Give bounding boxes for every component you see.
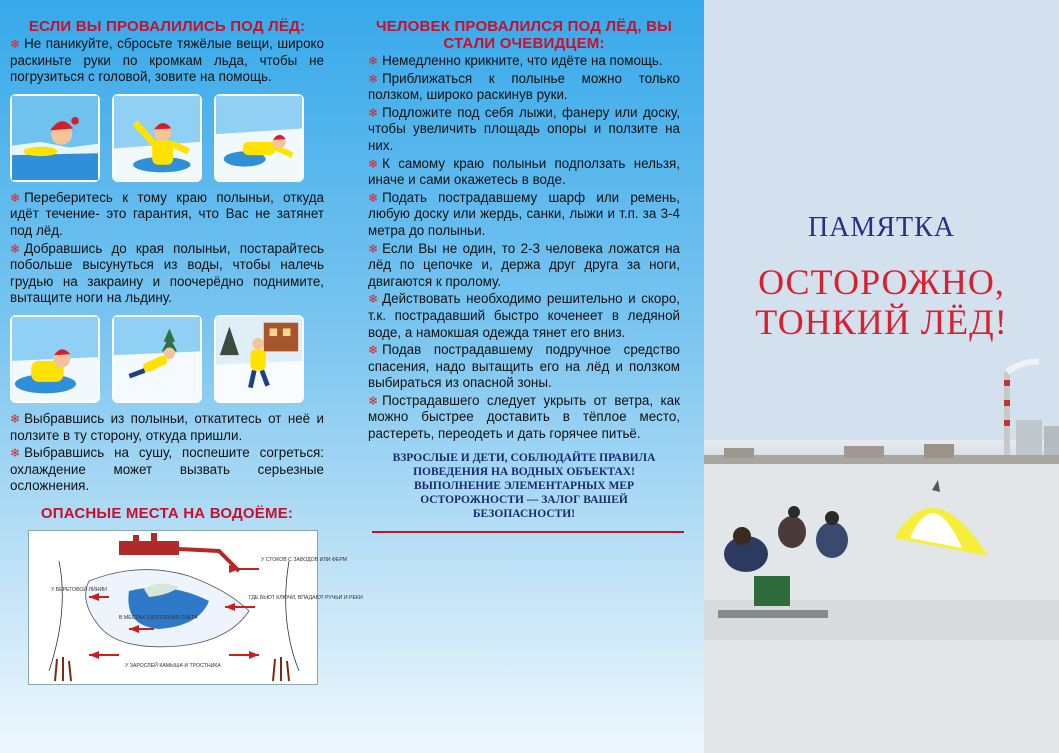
heading-danger-places: ОПАСНЫЕ МЕСТА НА ВОДОЁМЕ: xyxy=(40,504,294,522)
illustration-arms-on-ice xyxy=(112,94,202,182)
paragraph: ❄ Подать пострадавшему шарф или ремень, любую доску или жердь, санки, лыжи и т.п. за 3-4 метра до полыньи. xyxy=(368,189,680,238)
paragraph: ❄ Добравшись до края полыньи, постарайтесь побольше высунуться из воды, чтобы налечь грудью на закраину и поочерёдно поднимите, вытащите ноги на льдину. xyxy=(10,240,324,306)
snowflake-icon: ❄ xyxy=(368,105,379,120)
main-title-line-2: ТОНКИЙ ЛЁД! xyxy=(755,302,1008,342)
illustration-rolling-away xyxy=(112,315,202,403)
illustration-row-1 xyxy=(10,94,324,182)
snowflake-icon: ❄ xyxy=(10,37,21,51)
map-label-sneg: В МЕСТАХ СКОПЛЕНИЯ СНЕГА xyxy=(119,614,198,621)
paragraph: ❄ Немедленно крикните, что идёте на помощь. xyxy=(368,53,663,68)
safety-slogan: ВЗРОСЛЫЕ И ДЕТИ, СОБЛЮДАЙТЕ ПРАВИЛА ПОВЕДЕНИЯ НА ВОДНЫХ ОБЪЕКТАХ! ВЫПОЛНЕНИЕ ЭЛЕМЕНТАРНЫХ МЕР ОСТОРОЖНОСТИ — ЗАЛОГ ВАШЕЙ БЕЗОПАСНОСТИ! xyxy=(392,451,656,520)
snowflake-icon: ❄ xyxy=(368,190,379,205)
main-title xyxy=(704,262,1059,342)
snowflake-icon: ❄ xyxy=(10,241,21,256)
illustration-row-2 xyxy=(10,315,324,403)
paragraph: ❄ Действовать необходимо решительно и скоро, т.к. пострадавший быстро коченеет в ледяной воде, а намокшая одежда тянет его вниз. xyxy=(368,291,680,340)
paragraph: ❄ Подложите под себя лыжи, фанеру или доску, чтобы увеличить площадь опоры и ползите на них. xyxy=(368,104,680,153)
snowflake-icon: ❄ xyxy=(368,71,379,86)
divider xyxy=(372,531,684,533)
paragraph: ❄ Подав пострадавшему подручное средство спасения, надо вытащить его на лёд и ползком выбираться из опасной зоны. xyxy=(368,342,680,391)
heading-witness: ЧЕЛОВЕК ПРОВАЛИЛСЯ ПОД ЛЁД, ВЫ СТАЛИ ОЧЕВИДЦЕМ: xyxy=(375,18,673,52)
snowflake-icon: ❄ xyxy=(368,54,379,68)
middle-column xyxy=(352,0,704,753)
paragraph: ❄ Приближаться к полынье можно только ползком, широко раскинув руки. xyxy=(368,70,680,103)
paragraph: ❄ Если Вы не один, то 2-3 человека ложатся на лёд по цепочке и, держа друг друга за ноги, двигаются к пролому. xyxy=(368,240,680,289)
snowflake-icon: ❄ xyxy=(10,446,21,461)
illustration-leaning-on-ice xyxy=(10,315,100,403)
illustration-walking-ashore xyxy=(214,315,304,403)
paragraph: ❄ Выбравшись из полыньи, откатитесь от неё и ползите в ту сторону, откуда пришли. xyxy=(10,410,324,443)
illustration-person-in-water xyxy=(10,94,100,182)
snowflake-icon: ❄ xyxy=(368,241,379,256)
paragraph: ❄ Выбравшись на сушу, поспешите согреться: охлаждение может вызвать серьезные осложнения. xyxy=(10,445,324,494)
snowflake-icon: ❄ xyxy=(10,190,21,205)
illustration-crawling-out xyxy=(214,94,304,182)
paragraph: ❄ Переберитесь к тому краю полыньи, откуда идёт течение- это гарантия, что Вас не затянет под лёд. xyxy=(10,189,324,238)
paragraph: ❄ Пострадавшего следует укрыть от ветра, как можно быстрее доставить в тёплое место, растереть, переодеть и дать горячее питьё. xyxy=(368,392,680,442)
paragraph: ❄ Не паникуйте, сбросьте тяжёлые вещи, широко раскиньте руки по кромкам льда, чтобы не погрузиться с головой, зовите на помощь. xyxy=(10,36,324,85)
map-label-bereg: У БЕРЕГОВОЙ ЛИНИИ xyxy=(51,586,107,593)
snowflake-icon: ❄ xyxy=(368,292,379,307)
memo-label: ПАМЯТКА xyxy=(807,212,955,243)
ice-fishing-photo xyxy=(704,0,1059,753)
left-column xyxy=(0,0,363,753)
snowflake-icon: ❄ xyxy=(368,393,379,408)
map-label-stoki: У СТОКОВ С ЗАВОДОВ ИЛИ ФЕРМ xyxy=(261,556,348,563)
snowflake-icon: ❄ xyxy=(368,156,379,171)
snowflake-icon: ❄ xyxy=(368,343,379,358)
main-title-line-1: ОСТОРОЖНО, xyxy=(758,262,1005,302)
cover-panel xyxy=(704,0,1059,753)
heading-fell-through: ЕСЛИ ВЫ ПРОВАЛИЛИСЬ ПОД ЛЁД: xyxy=(28,18,306,35)
map-label-kluchi: ГДЕ БЬЮТ КЛЮЧИ, ВПАДАЮТ РУЧЬИ И РЕКИ xyxy=(249,594,363,601)
paragraph: ❄ К самому краю полыньи подползать нельзя, иначе и сами окажетесь в воде. xyxy=(368,155,680,188)
danger-places-diagram xyxy=(28,530,363,685)
snowflake-icon: ❄ xyxy=(10,411,21,426)
map-label-kamysh: У ЗАРОСЛЕЙ КАМЫША И ТРОСТНИКА xyxy=(125,662,221,669)
